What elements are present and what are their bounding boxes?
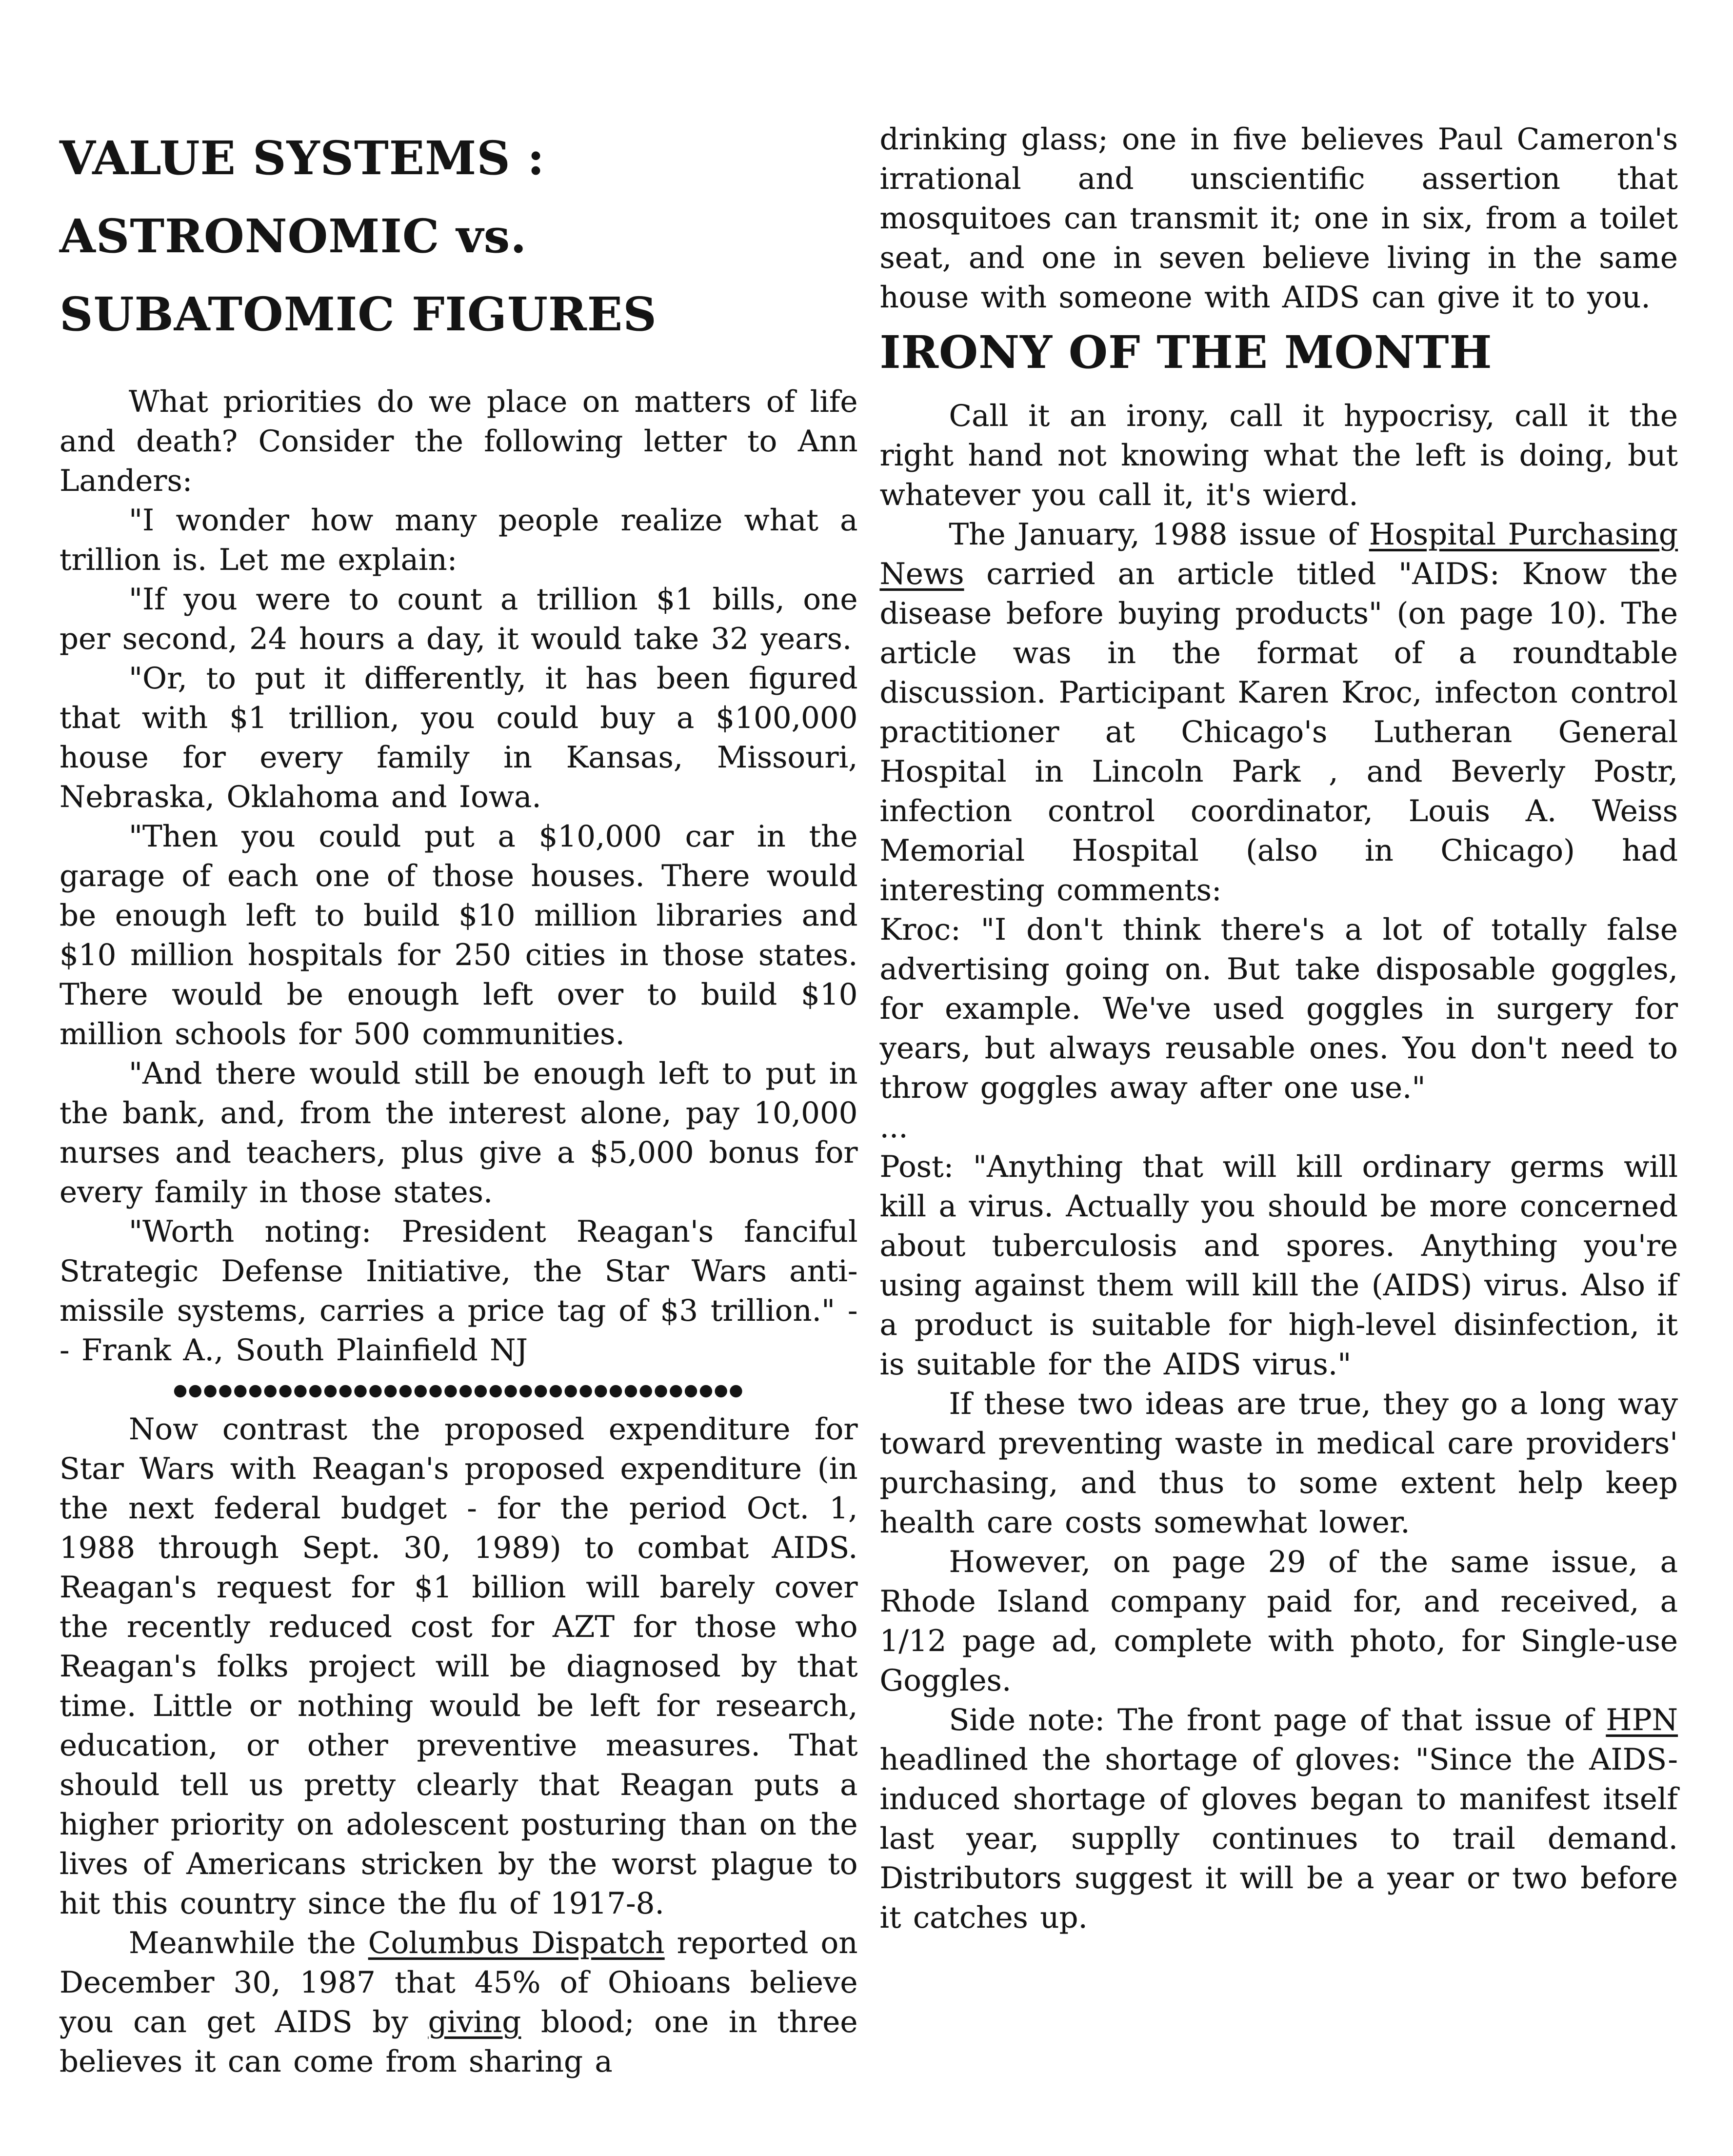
text-run: Call it an irony, call it hypocrisy, call it the right hand not knowing what the left is doing, but whatever you call it, it's wierd. (879, 399, 1678, 512)
paragraph (60, 817, 858, 1054)
paragraph (60, 659, 858, 817)
paragraph (880, 515, 1678, 910)
text-run: "If you were to count a trillion $1 bills, one per second, 24 hours a day, it would take 32 years. (60, 582, 858, 656)
right-column-body (880, 120, 1678, 1937)
article-heading: VALUE SYSTEMS : ASTRONOMIC vs. SUBATOMIC FIGURES (60, 131, 657, 342)
paragraph (880, 396, 1678, 515)
text-run: drinking glass; one in five believes Paul Cameron's irrational and unscientific assertion that mosquitoes can transmit it; one in six, from a toilet seat, and one in seven believe living in the same house with someone with AIDS can give it to you. (879, 122, 1678, 315)
text-run: "Or, to put it differently, it has been figured that with $1 trillion, you could buy a $100,000 house for every family in Kansas, Missouri, Nebraska, Oklahoma and Iowa. (60, 661, 858, 814)
text-run: What priorities do we place on matters of life and death? Consider the following letter to Ann Landers: (60, 384, 858, 498)
paragraph (60, 382, 858, 501)
text-run: reported on December 30, 1987 that 45% of Ohioans believe you can get AIDS by (60, 1926, 858, 2039)
underlined-text: Hospital Purchasing News (879, 517, 1678, 591)
text-run: However, on page 29 of the same issue, a Rhode Island company paid for, and received, a 1/12 page ad, complete with photo, for Single-use Goggles. (879, 1545, 1678, 1698)
paragraph (60, 1923, 858, 2081)
text-run: Post: "Anything that will kill ordinary germs will kill a virus. Actually you should be more concerned about tuberculosis and spores. Anything you're using against them will kill the (AIDS) virus. Also if a product is suitable for high-level disinfection, it is suitable for the AIDS virus." (879, 1149, 1678, 1382)
text-run: If these two ideas are true, they go a long way toward preventing waste in medical care providers' purchasing, and thus to some extent help keep health care costs somewhat lower. (879, 1387, 1678, 1540)
underlined-text: Columbus Dispatch (368, 1926, 665, 1960)
left-column (60, 120, 858, 2107)
paragraph (60, 1410, 858, 1923)
text-run: Side note: The front page of that issue of (949, 1703, 1606, 1737)
paragraph (60, 580, 858, 659)
text-run: The January, 1988 issue of (949, 517, 1369, 552)
text-run: "Then you could put a $10,000 car in the garage of each one of those houses. There would be enough left to build $10 million libraries and $10 million hospitals for 250 cities in those states. There would be enough left over to build $10 million schools for 500 communities. (60, 819, 858, 1051)
paragraph (60, 501, 858, 580)
section-heading: IRONY OF THE MONTH (879, 326, 1493, 379)
text-run: headlined the shortage of gloves: "Since the AIDS-induced shortage of gloves began to manifest itself last year, supplly continues to trail demand. Distributors suggest it will be a year or two before it catches up. (879, 1742, 1678, 1935)
dotted-separator: ●●●●●●●●●●●●●●●●●●●●●●●●●●●●●●●●●●●●●● (173, 1380, 744, 1399)
left-column-body (60, 382, 858, 2081)
underlined-text: HPN (1606, 1703, 1678, 1737)
underlined-text: giving (428, 2005, 521, 2039)
paragraph (60, 1054, 858, 1212)
paragraph (880, 1108, 1678, 1147)
text-run: Kroc: "I don't think there's a lot of totally false advertising going on. But take disposable goggles, for example. We've used goggles in surgery for years, but always reusable ones. You don't need to throw goggles away after one use." (879, 912, 1678, 1105)
text-run: blood; one in three believes it can come from sharing a (60, 2005, 858, 2079)
right-column (880, 120, 1678, 2107)
text-run: Meanwhile the (129, 1926, 368, 1960)
text-run: "I wonder how many people realize what a trillion is. Let me explain: (60, 503, 858, 577)
paragraph (880, 1700, 1678, 1937)
paragraph (880, 1542, 1678, 1700)
paragraph (880, 120, 1678, 317)
text-run: Now contrast the proposed expenditure for Star Wars with Reagan's proposed expenditure (in the next federal budget - for the period Oct. 1, 1988 through Sept. 30, 1989) to combat AIDS. Reagan's request for $1 billion will barely cover the recently reduced cost for AZT for those who Reagan's folks project will be diagnosed by that time. Little or nothing would be left for research, education, or other preventive measures. That should tell us pretty clearly that Reagan puts a higher priority on adolescent posturing than on the lives of Americans stricken by the worst plague to hit this country since the flu of 1917-8. (60, 1412, 858, 1921)
text-run: "Worth noting: President Reagan's fanciful Strategic Defense Initiative, the Star Wars anti-missile systems, carries a price tag of $3 trillion." -- Frank A., South Plainfield NJ (60, 1214, 858, 1368)
text-run: ... (879, 1110, 908, 1145)
text-run: "And there would still be enough left to put in the bank, and, from the interest alone, pay 10,000 nurses and teachers, plus give a $5,000 bonus for every family in those states. (60, 1056, 858, 1209)
paragraph (60, 1212, 858, 1370)
paragraph (880, 910, 1678, 1108)
text-run: carried an article titled "AIDS: Know the disease before buying products" (on page 10). The article was in the format of a roundtable discussion. Participant Karen Kroc, infecton control practitioner at Chicago's Lutheran General Hospital in Lincoln Park , and Beverly Postr, infection control coordinator, Louis A. Weiss Memorial Hospital (also in Chicago) had interesting comments: (879, 557, 1678, 907)
paragraph (880, 1384, 1678, 1542)
paragraph (880, 1147, 1678, 1384)
